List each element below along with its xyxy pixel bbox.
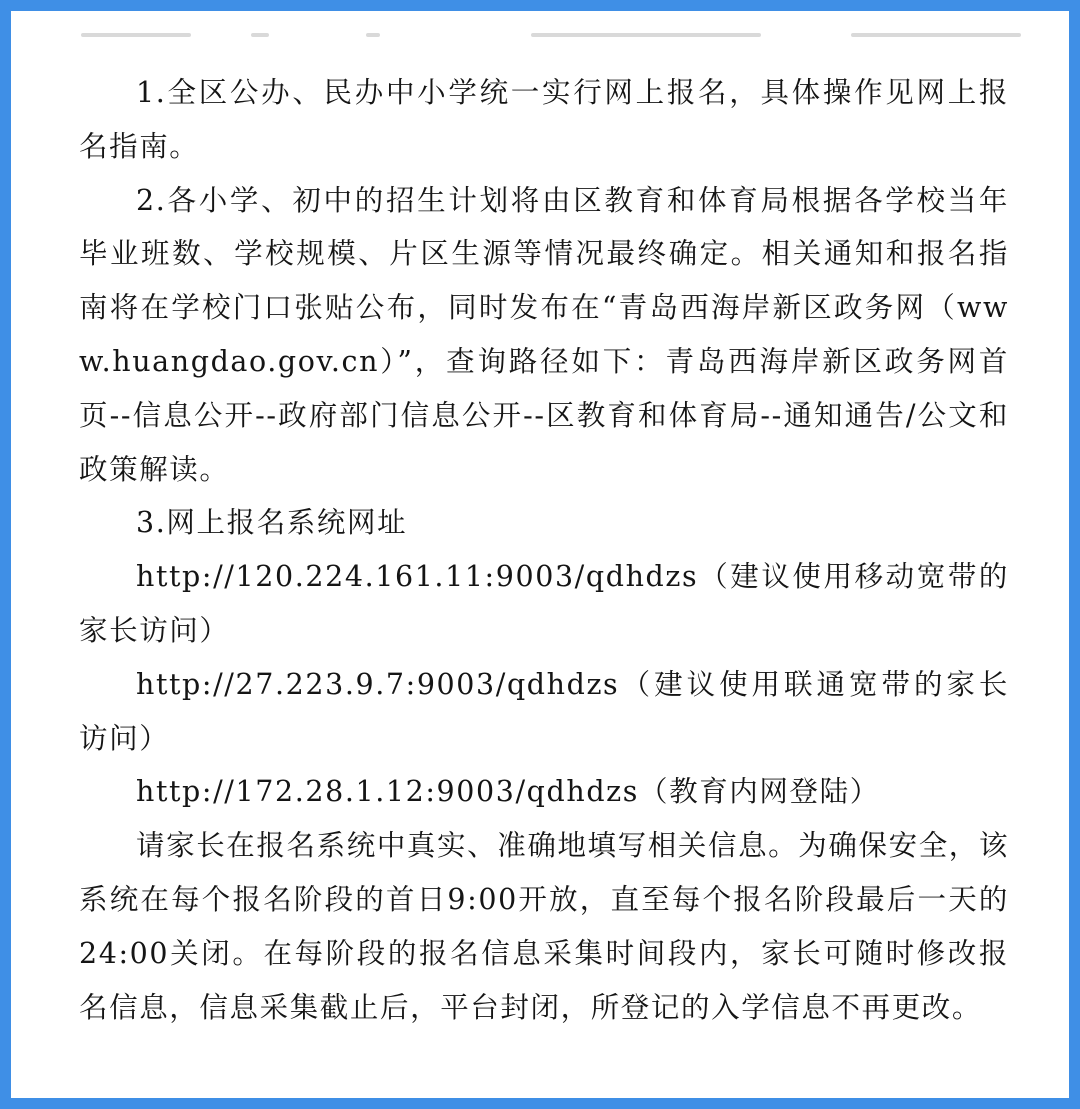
paragraph-item-3: 3.网上报名系统网址 bbox=[136, 506, 408, 540]
url-line-intranet: http://172.28.1.12:9003/qdhdzs（教育内网登陆） bbox=[136, 775, 880, 809]
document-page bbox=[11, 11, 1069, 1098]
closing-paragraph: 请家长在报名系统中真实、准确地填写相关信息。为确保安全，该系统在每个报名阶段的首日9:00开放，直至每个报名阶段最后一天的24:00关闭。在每阶段的报名信息采集时间段内，家长可随时修改报名信息，信息采集截止后，平台封闭，所登记的入学信息不再更改。 bbox=[79, 829, 1009, 1024]
url-line-unicom: http://27.223.9.7:9003/qdhdzs（建议使用联通宽带的家长访问） bbox=[79, 667, 1009, 755]
paragraph-item-2: 2.各小学、初中的招生计划将由区教育和体育局根据各学校当年毕业班数、学校规模、片区生源等情况最终确定。相关通知和报名指南将在学校门口张贴公布，同时发布在“青岛西海岸新区政务网（www.huangdao.gov.cn）”，查询路径如下：青岛西海岸新区政务网首页--信息公开--政府部门信息公开--区教育和体育局--通知通告/公文和政策解读。 bbox=[79, 183, 1009, 486]
scan-top-edge bbox=[11, 11, 1069, 51]
scan-artifact bbox=[81, 33, 191, 37]
scan-artifact bbox=[531, 33, 761, 37]
scan-artifact bbox=[366, 33, 380, 37]
url-line-mobile: http://120.224.161.11:9003/qdhdzs（建议使用移动宽带的家长访问） bbox=[79, 560, 1009, 647]
scan-artifact bbox=[251, 33, 269, 37]
document-body bbox=[79, 66, 1009, 1034]
scan-artifact bbox=[851, 33, 1021, 37]
paragraph-item-1: 1.全区公办、民办中小学统一实行网上报名，具体操作见网上报名指南。 bbox=[79, 76, 1009, 163]
